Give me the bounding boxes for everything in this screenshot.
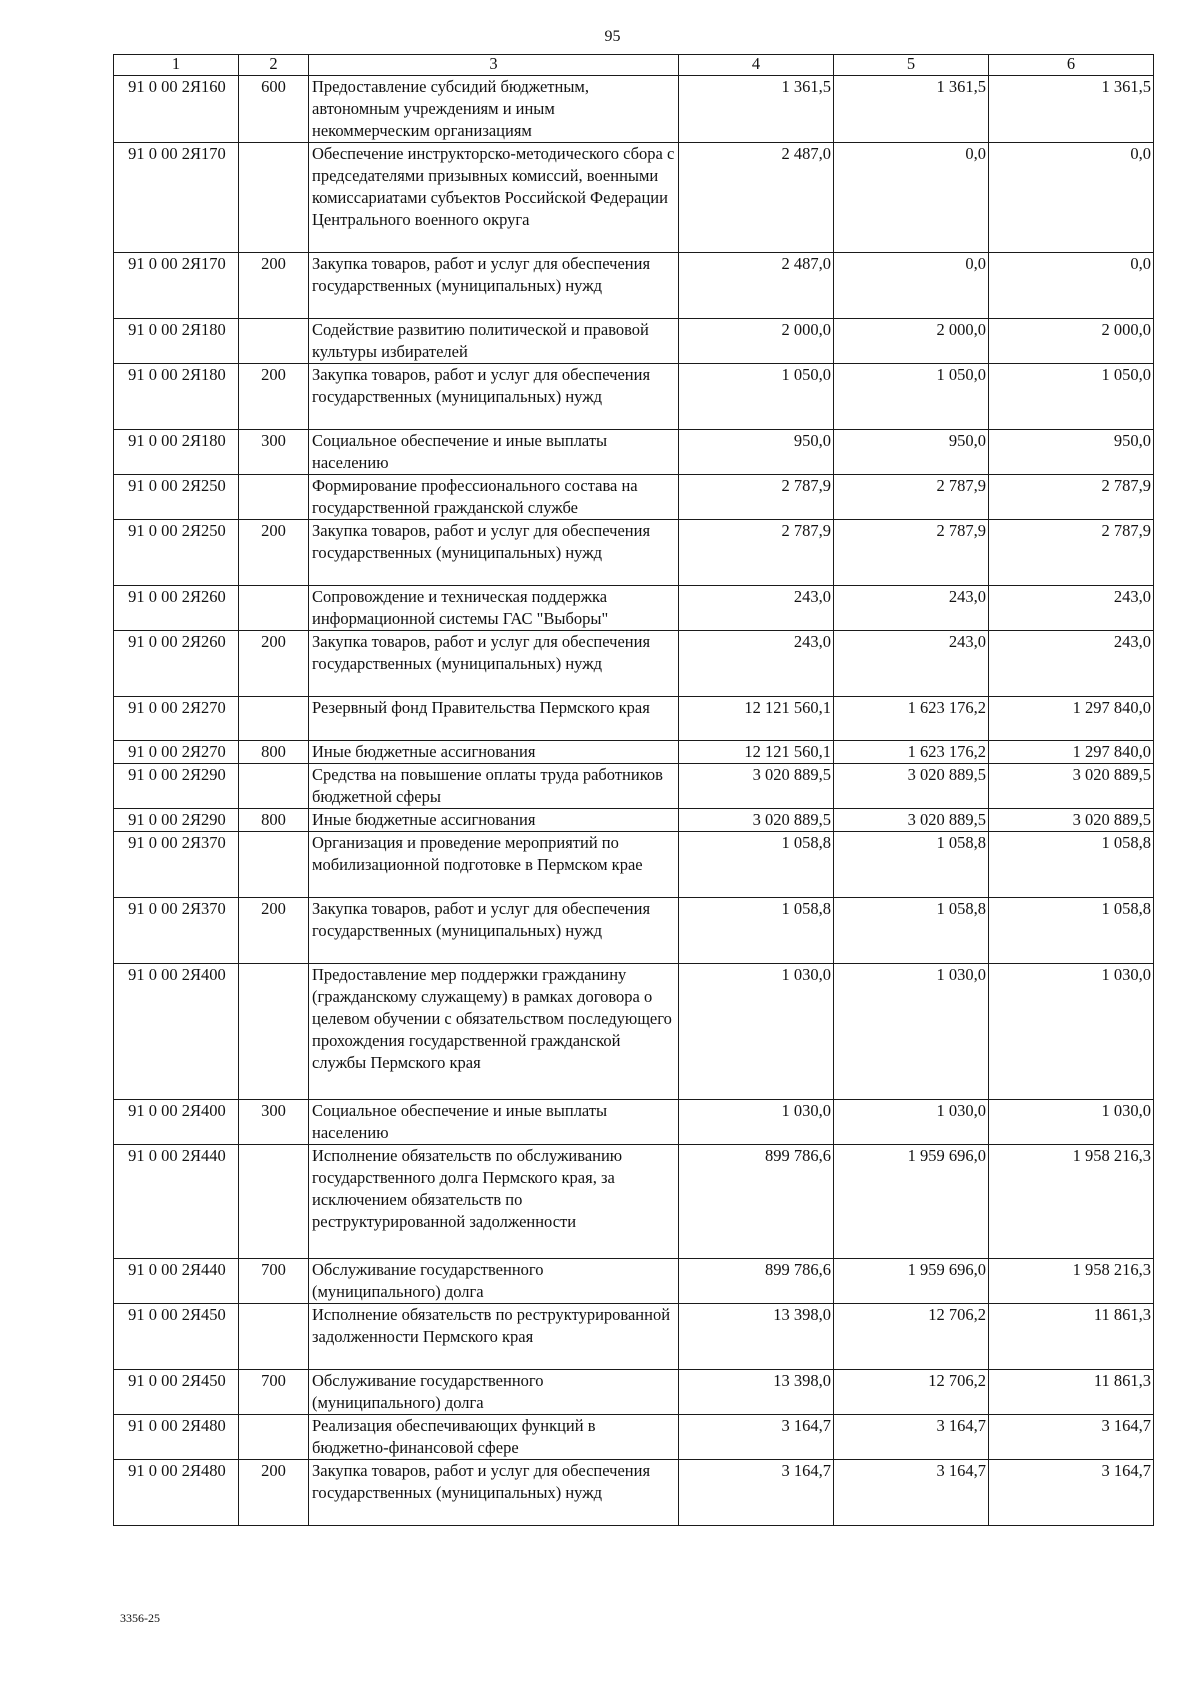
row-value-col6: 0,0 bbox=[989, 253, 1154, 319]
row-type bbox=[239, 475, 309, 520]
table-row bbox=[114, 1100, 1154, 1145]
row-type: 700 bbox=[239, 1370, 309, 1415]
row-value-col5: 3 164,7 bbox=[834, 1415, 989, 1460]
row-value-col4: 3 164,7 bbox=[679, 1460, 834, 1526]
row-code: 91 0 00 2Я400 bbox=[114, 1100, 239, 1145]
row-type bbox=[239, 1145, 309, 1259]
row-value-col6: 3 020 889,5 bbox=[989, 809, 1154, 832]
table-row bbox=[114, 898, 1154, 964]
table-row bbox=[114, 520, 1154, 586]
table-row bbox=[114, 1259, 1154, 1304]
row-value-col4: 243,0 bbox=[679, 586, 834, 631]
row-code: 91 0 00 2Я260 bbox=[114, 586, 239, 631]
row-code: 91 0 00 2Я370 bbox=[114, 832, 239, 898]
row-description: Исполнение обязательств по обслуживанию государственного долга Пермского края, за исключением обязательств по реструктурированной задолженности bbox=[309, 1145, 679, 1259]
row-value-col6: 1 058,8 bbox=[989, 898, 1154, 964]
table-row bbox=[114, 1304, 1154, 1370]
header-col-5: 5 bbox=[834, 55, 989, 76]
row-value-col6: 1 030,0 bbox=[989, 1100, 1154, 1145]
row-type: 800 bbox=[239, 741, 309, 764]
row-value-col6: 0,0 bbox=[989, 143, 1154, 253]
row-description: Содействие развитию политической и правовой культуры избирателей bbox=[309, 319, 679, 364]
row-value-col5: 1 959 696,0 bbox=[834, 1145, 989, 1259]
table-row bbox=[114, 364, 1154, 430]
table-row bbox=[114, 319, 1154, 364]
row-value-col4: 3 020 889,5 bbox=[679, 764, 834, 809]
row-code: 91 0 00 2Я170 bbox=[114, 253, 239, 319]
header-col-4: 4 bbox=[679, 55, 834, 76]
row-value-col6: 1 361,5 bbox=[989, 76, 1154, 143]
row-description: Закупка товаров, работ и услуг для обеспечения государственных (муниципальных) нужд bbox=[309, 253, 679, 319]
row-value-col5: 2 787,9 bbox=[834, 520, 989, 586]
row-value-col5: 12 706,2 bbox=[834, 1370, 989, 1415]
row-value-col6: 1 297 840,0 bbox=[989, 697, 1154, 741]
page-number: 95 bbox=[604, 28, 621, 45]
row-description: Закупка товаров, работ и услуг для обеспечения государственных (муниципальных) нужд bbox=[309, 364, 679, 430]
row-value-col4: 243,0 bbox=[679, 631, 834, 697]
table-body bbox=[114, 76, 1154, 1526]
row-description: Иные бюджетные ассигнования bbox=[309, 809, 679, 832]
row-description: Социальное обеспечение и иные выплаты населению bbox=[309, 1100, 679, 1145]
row-value-col4: 899 786,6 bbox=[679, 1145, 834, 1259]
row-value-col6: 950,0 bbox=[989, 430, 1154, 475]
row-type bbox=[239, 832, 309, 898]
row-type: 200 bbox=[239, 364, 309, 430]
row-code: 91 0 00 2Я400 bbox=[114, 964, 239, 1100]
row-value-col5: 243,0 bbox=[834, 586, 989, 631]
row-code: 91 0 00 2Я260 bbox=[114, 631, 239, 697]
row-value-col6: 1 050,0 bbox=[989, 364, 1154, 430]
row-description: Предоставление субсидий бюджетным, автономным учреждениям и иным некоммерческим организациям bbox=[309, 76, 679, 143]
row-type bbox=[239, 697, 309, 741]
row-value-col5: 1 030,0 bbox=[834, 964, 989, 1100]
row-description: Закупка товаров, работ и услуг для обеспечения государственных (муниципальных) нужд bbox=[309, 1460, 679, 1526]
row-value-col4: 950,0 bbox=[679, 430, 834, 475]
row-value-col4: 2 787,9 bbox=[679, 475, 834, 520]
row-type: 200 bbox=[239, 631, 309, 697]
row-value-col6: 2 787,9 bbox=[989, 475, 1154, 520]
row-code: 91 0 00 2Я180 bbox=[114, 430, 239, 475]
row-code: 91 0 00 2Я170 bbox=[114, 143, 239, 253]
row-description: Закупка товаров, работ и услуг для обеспечения государственных (муниципальных) нужд bbox=[309, 898, 679, 964]
row-value-col6: 11 861,3 bbox=[989, 1370, 1154, 1415]
table-row bbox=[114, 741, 1154, 764]
row-value-col4: 899 786,6 bbox=[679, 1259, 834, 1304]
table-row bbox=[114, 76, 1154, 143]
row-type: 200 bbox=[239, 253, 309, 319]
row-code: 91 0 00 2Я440 bbox=[114, 1259, 239, 1304]
row-description: Обслуживание государственного (муниципального) долга bbox=[309, 1370, 679, 1415]
row-type bbox=[239, 1304, 309, 1370]
header-col-3: 3 bbox=[309, 55, 679, 76]
row-description: Реализация обеспечивающих функций в бюджетно-финансовой сфере bbox=[309, 1415, 679, 1460]
row-code: 91 0 00 2Я250 bbox=[114, 475, 239, 520]
row-value-col6: 1 058,8 bbox=[989, 832, 1154, 898]
row-value-col5: 1 050,0 bbox=[834, 364, 989, 430]
row-type: 700 bbox=[239, 1259, 309, 1304]
row-code: 91 0 00 2Я270 bbox=[114, 741, 239, 764]
table-row bbox=[114, 631, 1154, 697]
table-row bbox=[114, 697, 1154, 741]
row-value-col5: 1 030,0 bbox=[834, 1100, 989, 1145]
row-value-col6: 2 787,9 bbox=[989, 520, 1154, 586]
table-row bbox=[114, 764, 1154, 809]
row-code: 91 0 00 2Я290 bbox=[114, 764, 239, 809]
row-code: 91 0 00 2Я370 bbox=[114, 898, 239, 964]
row-description: Предоставление мер поддержки гражданину (гражданскому служащему) в рамках договора о целевом обучении с обязательством последующего прохождения государственной гражданской службы Пермского края bbox=[309, 964, 679, 1100]
row-value-col6: 2 000,0 bbox=[989, 319, 1154, 364]
row-description: Иные бюджетные ассигнования bbox=[309, 741, 679, 764]
header-col-6: 6 bbox=[989, 55, 1154, 76]
row-value-col6: 1 958 216,3 bbox=[989, 1145, 1154, 1259]
table-row bbox=[114, 143, 1154, 253]
row-value-col5: 950,0 bbox=[834, 430, 989, 475]
table-row bbox=[114, 475, 1154, 520]
row-value-col6: 3 164,7 bbox=[989, 1415, 1154, 1460]
row-description: Обеспечение инструкторско-методического сбора с председателями призывных комиссий, военными комиссариатами субъектов Российской Федерации Центрального военного округа bbox=[309, 143, 679, 253]
table-row bbox=[114, 1415, 1154, 1460]
row-value-col5: 12 706,2 bbox=[834, 1304, 989, 1370]
row-code: 91 0 00 2Я160 bbox=[114, 76, 239, 143]
row-value-col5: 3 164,7 bbox=[834, 1460, 989, 1526]
table-row bbox=[114, 964, 1154, 1100]
table-row bbox=[114, 1460, 1154, 1526]
row-type bbox=[239, 964, 309, 1100]
row-value-col4: 1 361,5 bbox=[679, 76, 834, 143]
row-value-col4: 2 787,9 bbox=[679, 520, 834, 586]
row-code: 91 0 00 2Я450 bbox=[114, 1370, 239, 1415]
row-code: 91 0 00 2Я480 bbox=[114, 1415, 239, 1460]
row-type bbox=[239, 586, 309, 631]
row-code: 91 0 00 2Я290 bbox=[114, 809, 239, 832]
row-type: 300 bbox=[239, 430, 309, 475]
row-type bbox=[239, 764, 309, 809]
table-row bbox=[114, 253, 1154, 319]
row-value-col4: 1 030,0 bbox=[679, 1100, 834, 1145]
row-description: Закупка товаров, работ и услуг для обеспечения государственных (муниципальных) нужд bbox=[309, 631, 679, 697]
row-type: 800 bbox=[239, 809, 309, 832]
row-value-col5: 2 000,0 bbox=[834, 319, 989, 364]
row-description: Закупка товаров, работ и услуг для обеспечения государственных (муниципальных) нужд bbox=[309, 520, 679, 586]
row-value-col6: 1 297 840,0 bbox=[989, 741, 1154, 764]
row-value-col4: 12 121 560,1 bbox=[679, 741, 834, 764]
row-value-col5: 1 959 696,0 bbox=[834, 1259, 989, 1304]
row-value-col6: 11 861,3 bbox=[989, 1304, 1154, 1370]
table-row bbox=[114, 586, 1154, 631]
row-value-col5: 0,0 bbox=[834, 143, 989, 253]
row-value-col5: 1 058,8 bbox=[834, 832, 989, 898]
row-value-col5: 2 787,9 bbox=[834, 475, 989, 520]
row-value-col6: 3 020 889,5 bbox=[989, 764, 1154, 809]
row-value-col5: 243,0 bbox=[834, 631, 989, 697]
row-value-col6: 3 164,7 bbox=[989, 1460, 1154, 1526]
row-description: Средства на повышение оплаты труда работников бюджетной сферы bbox=[309, 764, 679, 809]
row-type: 600 bbox=[239, 76, 309, 143]
row-type bbox=[239, 319, 309, 364]
row-value-col5: 1 623 176,2 bbox=[834, 697, 989, 741]
row-value-col6: 243,0 bbox=[989, 631, 1154, 697]
row-description: Исполнение обязательств по реструктурированной задолженности Пермского края bbox=[309, 1304, 679, 1370]
row-value-col4: 13 398,0 bbox=[679, 1304, 834, 1370]
row-value-col4: 2 487,0 bbox=[679, 253, 834, 319]
row-value-col5: 1 623 176,2 bbox=[834, 741, 989, 764]
header-row bbox=[114, 55, 1154, 76]
row-description: Резервный фонд Правительства Пермского края bbox=[309, 697, 679, 741]
header-col-2: 2 bbox=[239, 55, 309, 76]
row-code: 91 0 00 2Я180 bbox=[114, 364, 239, 430]
row-description: Формирование профессионального состава на государственной гражданской службе bbox=[309, 475, 679, 520]
row-value-col5: 3 020 889,5 bbox=[834, 809, 989, 832]
row-value-col5: 1 361,5 bbox=[834, 76, 989, 143]
row-value-col4: 1 058,8 bbox=[679, 898, 834, 964]
document-code: 3356-25 bbox=[120, 1611, 160, 1625]
row-value-col4: 12 121 560,1 bbox=[679, 697, 834, 741]
budget-table-container bbox=[113, 54, 1153, 1526]
row-code: 91 0 00 2Я450 bbox=[114, 1304, 239, 1370]
row-value-col5: 3 020 889,5 bbox=[834, 764, 989, 809]
row-code: 91 0 00 2Я440 bbox=[114, 1145, 239, 1259]
row-type: 200 bbox=[239, 898, 309, 964]
row-value-col5: 1 058,8 bbox=[834, 898, 989, 964]
row-value-col4: 1 058,8 bbox=[679, 832, 834, 898]
row-code: 91 0 00 2Я270 bbox=[114, 697, 239, 741]
budget-table bbox=[113, 54, 1154, 1526]
table-row bbox=[114, 809, 1154, 832]
row-type: 200 bbox=[239, 1460, 309, 1526]
row-code: 91 0 00 2Я180 bbox=[114, 319, 239, 364]
row-value-col4: 3 164,7 bbox=[679, 1415, 834, 1460]
header-col-1: 1 bbox=[114, 55, 239, 76]
row-value-col4: 2 000,0 bbox=[679, 319, 834, 364]
table-row bbox=[114, 1145, 1154, 1259]
row-value-col4: 2 487,0 bbox=[679, 143, 834, 253]
table-row bbox=[114, 832, 1154, 898]
row-value-col4: 1 030,0 bbox=[679, 964, 834, 1100]
table-row bbox=[114, 430, 1154, 475]
row-description: Сопровождение и техническая поддержка информационной системы ГАС "Выборы" bbox=[309, 586, 679, 631]
row-code: 91 0 00 2Я480 bbox=[114, 1460, 239, 1526]
row-value-col6: 1 030,0 bbox=[989, 964, 1154, 1100]
row-value-col4: 1 050,0 bbox=[679, 364, 834, 430]
row-value-col4: 3 020 889,5 bbox=[679, 809, 834, 832]
row-type: 300 bbox=[239, 1100, 309, 1145]
row-value-col6: 1 958 216,3 bbox=[989, 1259, 1154, 1304]
row-description: Организация и проведение мероприятий по мобилизационной подготовке в Пермском крае bbox=[309, 832, 679, 898]
row-code: 91 0 00 2Я250 bbox=[114, 520, 239, 586]
row-value-col4: 13 398,0 bbox=[679, 1370, 834, 1415]
row-type: 200 bbox=[239, 520, 309, 586]
row-value-col6: 243,0 bbox=[989, 586, 1154, 631]
row-description: Обслуживание государственного (муниципального) долга bbox=[309, 1259, 679, 1304]
row-value-col5: 0,0 bbox=[834, 253, 989, 319]
row-type bbox=[239, 1415, 309, 1460]
table-row bbox=[114, 1370, 1154, 1415]
row-description: Социальное обеспечение и иные выплаты населению bbox=[309, 430, 679, 475]
row-type bbox=[239, 143, 309, 253]
